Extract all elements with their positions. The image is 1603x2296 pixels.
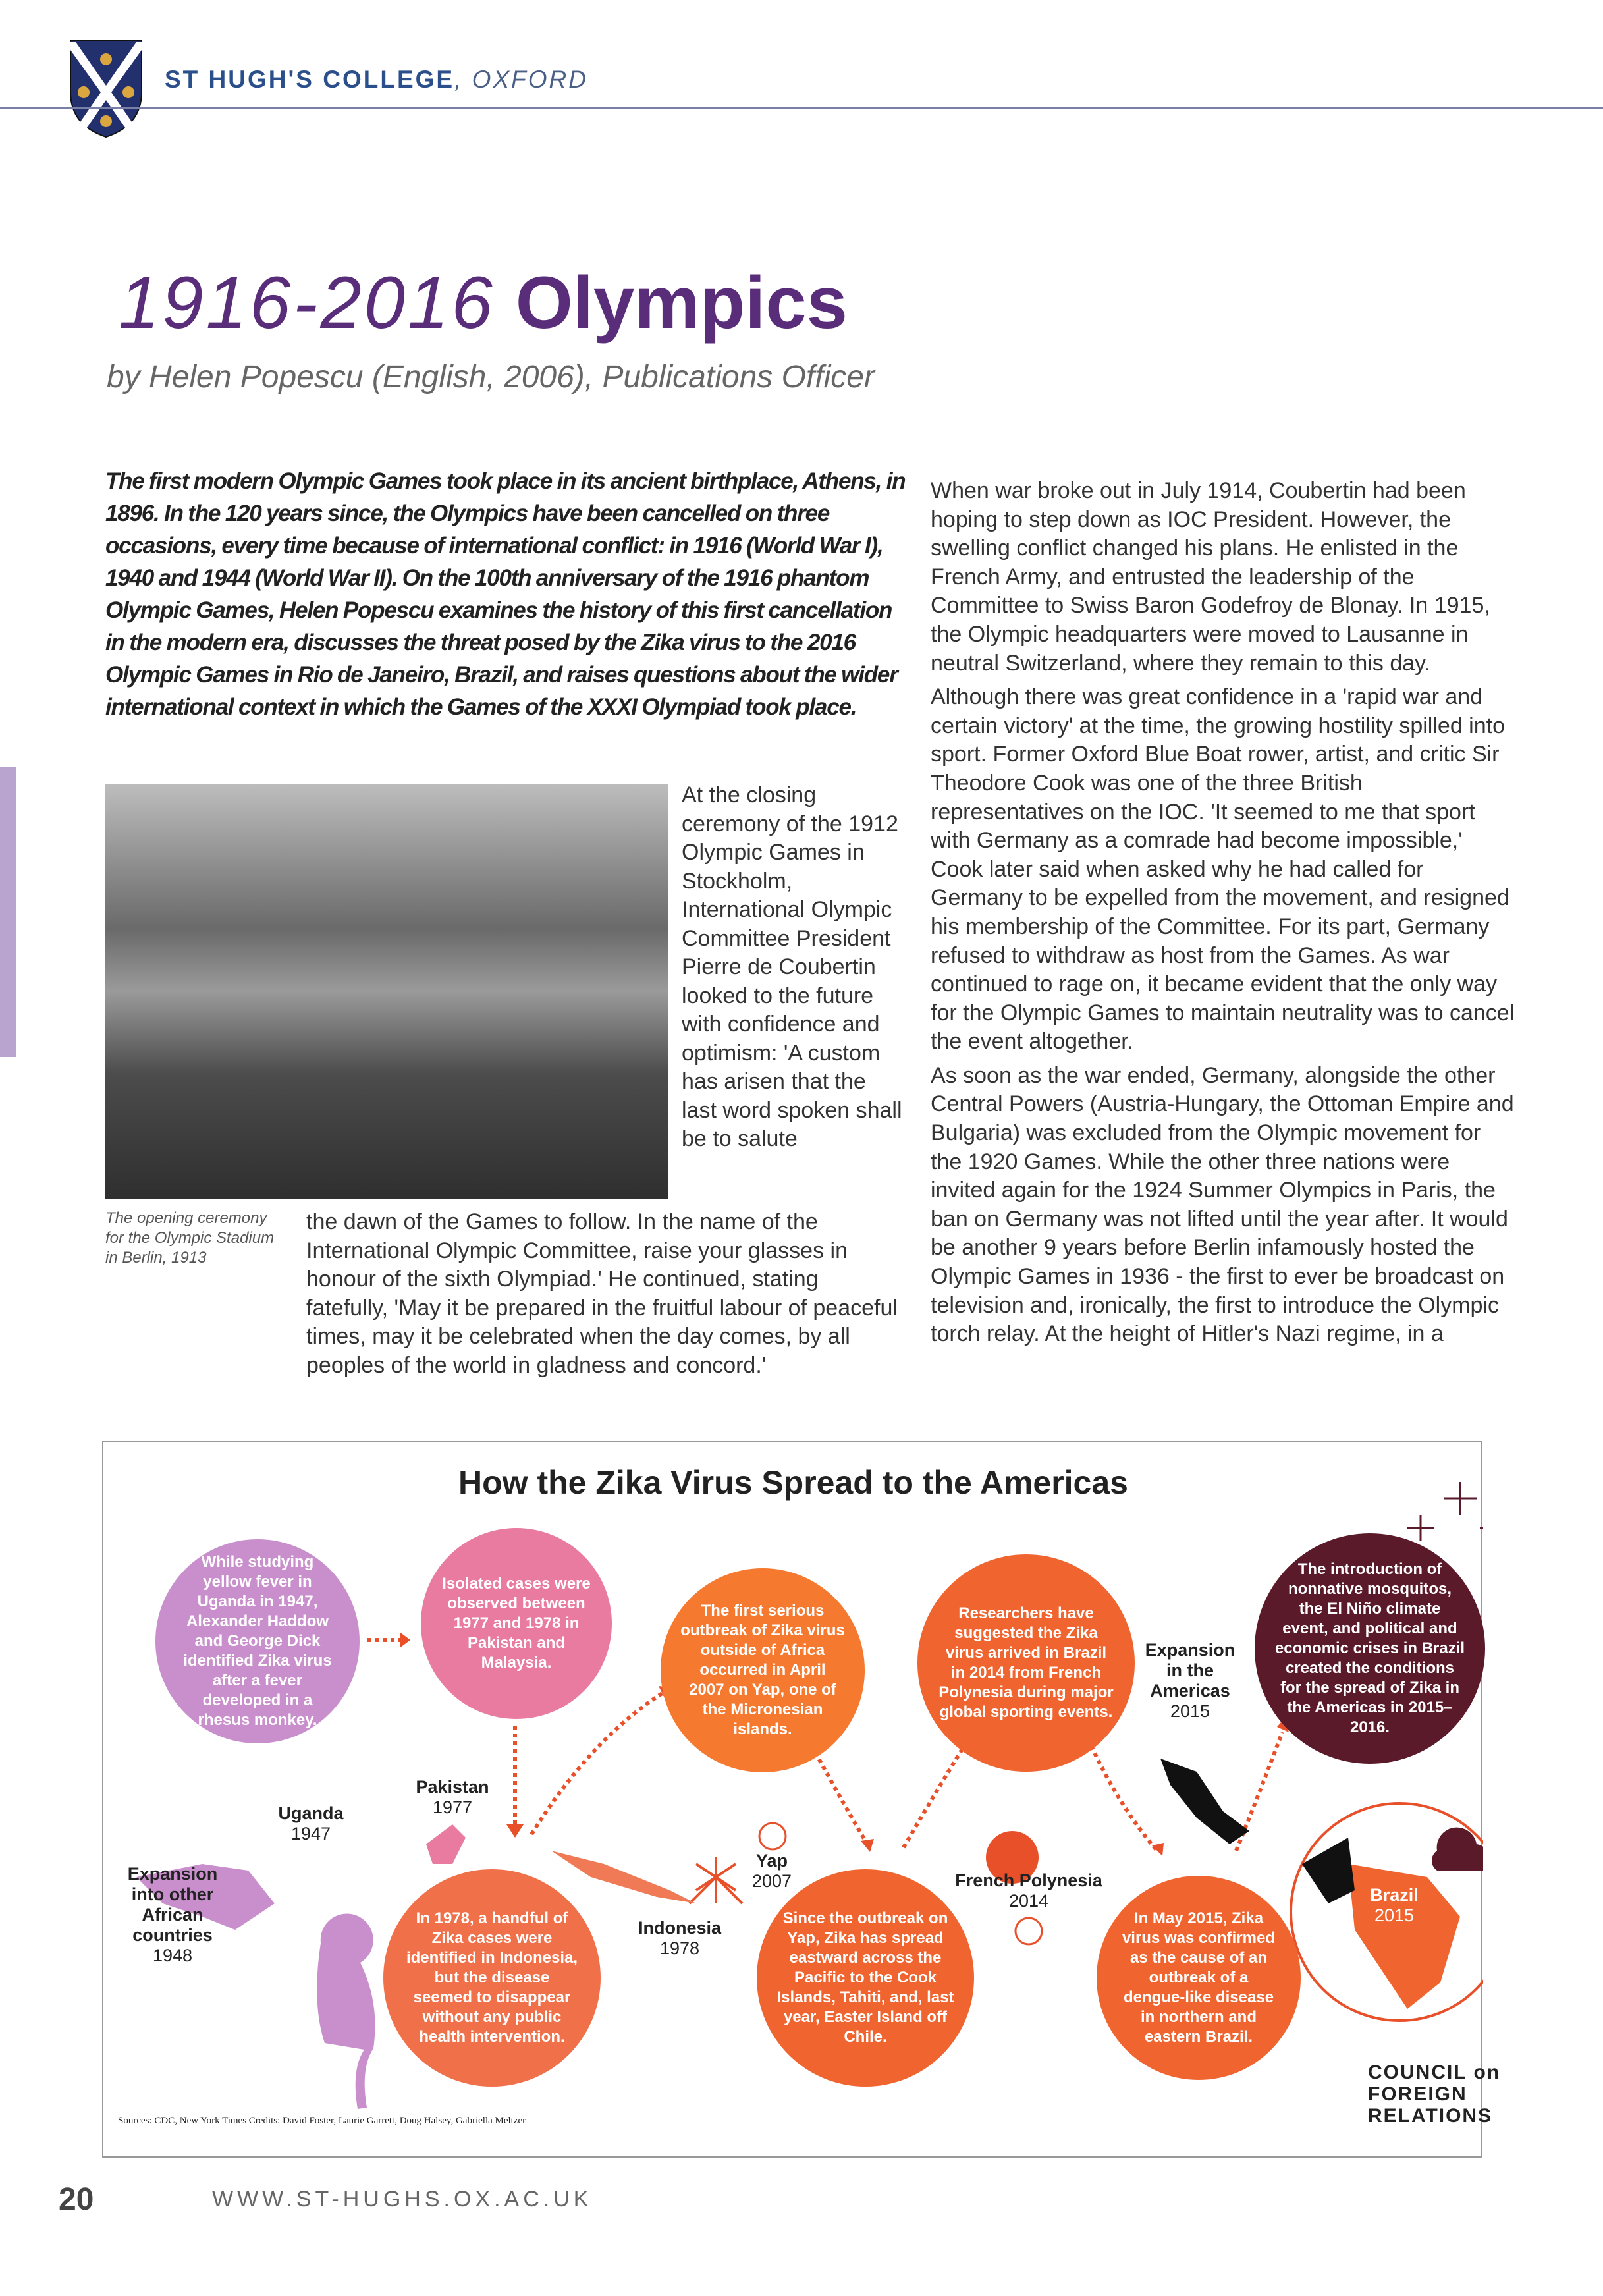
body-text: At the closing ceremony of the 1912 Olympic Games in Stockholm, International Olympic Committee President Pierre de Coubertin looked to the future with confidence and optimism: 'A custom has arisen that the last word spoken shall be to salute xyxy=(682,782,902,1151)
timeline-circle: Isolated cases were observed between 1977 and 1978 in Pakistan and Malaysia. xyxy=(421,1528,612,1719)
paragraph: Although there was great confidence in a 'rapid war and certain victory' at the time, the growing hostility spilled into sport. Former Oxford Blue Boat rower, artist, and critic Sir Theodore Cook was one of the three British representatives on the IOC. 'It seemed to me that sport with Germany as a comrade had become impossible,' Cook later said when asked why he had called for Germany to be expelled from the movement, and resigned his membership of the Committee. For its part, Germany refused to withdraw as host from the Games. As war continued to rage on, it became evident that the only way for the Olympic Games to maintain neutrality was to cancel the event altogether. xyxy=(931,684,1515,1054)
zika-infographic xyxy=(102,1441,1501,2158)
header-rule xyxy=(0,107,1603,109)
page-number: 20 xyxy=(59,2182,94,2217)
mosquito-icon xyxy=(690,1857,742,1903)
timeline-circle: The introduction of nonnative mosquitos, the El Niño climate event, and political and economic crises in Brazil created the conditions for the spread of Zika in the Americas in 2015–2016. xyxy=(1255,1533,1485,1764)
timeline-circle: The first serious outbreak of Zika virus outside of Africa occurred in April 2007 on Yap, one of the Micronesian islands. xyxy=(661,1568,865,1772)
location-label: Expansion in the Americas 2015 xyxy=(1145,1640,1236,1721)
college-name: ST HUGH'S COLLEGE, OXFORD xyxy=(165,66,588,93)
intro-paragraph: The first modern Olympic Games took place in its ancient birthplace, Athens, in 1896. In the 120 years since, the Olympics have been cancelled on three occasions, every time because of international conflict: in 1916 (World War I), 1940 and 1944 (World War II). On the 100th anniversary of the 1916 phantom Olympic Games, Helen Popescu examines the history of this first cancellation in the modern era, discusses the threat posed by the Zika virus to the 2016 Olympic Games in Rio de Janeiro, Brazil, and raises questions about the wider international context in which the Games of the XXXI Olympiad took place. xyxy=(105,468,906,720)
timeline-circle: Since the outbreak on Yap, Zika has spread eastward across the Pacific to the Cook Islands, Tahiti, and, last year, Easter Island off Chile. xyxy=(757,1869,974,2087)
location-label: Pakistan 1977 xyxy=(416,1777,489,1817)
location-label: French Polynesia 2014 xyxy=(955,1871,1102,1911)
infographic-title: How the Zika Virus Spread to the Americas xyxy=(458,1464,1128,1501)
timeline-circle: While studying yellow fever in Uganda in 1947, Alexander Haddow and George Dick identified Zika virus after a fever developed in a rhesus monkey. xyxy=(155,1539,360,1743)
college-crest-logo xyxy=(69,40,143,138)
page-title: 1916-2016 Olympics xyxy=(119,261,848,344)
body-text-continued: the dawn of the Games to follow. In the name of the International Olympic Committee, raise your glasses in honour of the sixth Olympiad.' He continued, stating fatefully, 'May it be prepared in the fruitful labour of peaceful times, may it be celebrated when the day comes, by all peoples of the world in gladness and concord.' xyxy=(306,1209,898,1378)
timeline-circle: Researchers have suggested the Zika virus arrived in Brazil in 2014 from French Polynesia during major global sporting events. xyxy=(917,1554,1135,1772)
opening-ceremony-photo xyxy=(105,784,668,1199)
mosquito-swarm-icon xyxy=(1407,1482,1483,1541)
website-url[interactable]: WWW.ST-HUGHS.OX.AC.UK xyxy=(212,2187,593,2212)
cfr-logo: COUNCIL on FOREIGN RELATIONS xyxy=(1368,2062,1501,2127)
french-polynesia-marker-icon xyxy=(1016,1918,1042,1944)
sources-credits: Sources: CDC, New York Times Credits: David Foster, Laurie Garrett, Doug Halsey, Gabriella Meltzer xyxy=(118,2116,526,2126)
location-label: Indonesia 1978 xyxy=(638,1918,722,1958)
mexico-map-icon xyxy=(1160,1759,1249,1844)
yap-marker-icon xyxy=(759,1823,786,1849)
location-label: Expansion into other African countries 1948 xyxy=(127,1864,218,1965)
side-accent-bar xyxy=(0,767,16,1057)
south-america-map-icon xyxy=(1302,1838,1355,1903)
paragraph: As soon as the war ended, Germany, alongside the other Central Powers (Austria-Hungary, the Ottoman Empire and Bulgaria) was excluded from the Olympic movement for the 1920 Games. While the other three nations were invited again for the 1924 Summer Olympics in Paris, the ban on Germany was not lifted until the year after. It would be another 9 years before Berlin infamously hosted the Olympic Games in 1936 - the first to ever be broadcast on television and, ironically, the first to introduce the Olympic torch relay. At the height of Hitler's Nazi regime, in a xyxy=(931,1062,1514,1347)
location-label: Uganda 1947 xyxy=(278,1803,344,1844)
indonesia-map-icon xyxy=(551,1851,696,1903)
paragraph: When war broke out in July 1914, Coubertin had been hoping to step down as IOC President. However, the swelling conflict changed his plans. He enlisted in the French Army, and entrusted the leadership of the Committee to Swiss Baron Godefroy de Blonay. In 1915, the Olympic headquarters were moved to Lausanne in neutral Switzerland, where they remain to this day. xyxy=(931,478,1490,676)
location-label: Yap 2007 xyxy=(751,1851,792,1891)
photo-caption: The opening ceremony for the Olympic Stadium in Berlin, 1913 xyxy=(105,1209,275,1267)
monkey-icon xyxy=(317,1914,375,2109)
right-column xyxy=(931,477,1517,1354)
timeline-circle: In 1978, a handful of Zika cases were identified in Indonesia, but the disease seemed to disappear without any public health intervention. xyxy=(383,1869,601,2087)
byline: by Helen Popescu (English, 2006), Publications Officer xyxy=(107,360,875,395)
timeline-circle: In May 2015, Zika virus was confirmed as the cause of an outbreak of a dengue-like disease in northern and eastern Brazil. xyxy=(1097,1876,1301,2080)
pakistan-map-icon xyxy=(426,1824,466,1864)
location-label: Brazil 2015 xyxy=(1370,1885,1419,1925)
